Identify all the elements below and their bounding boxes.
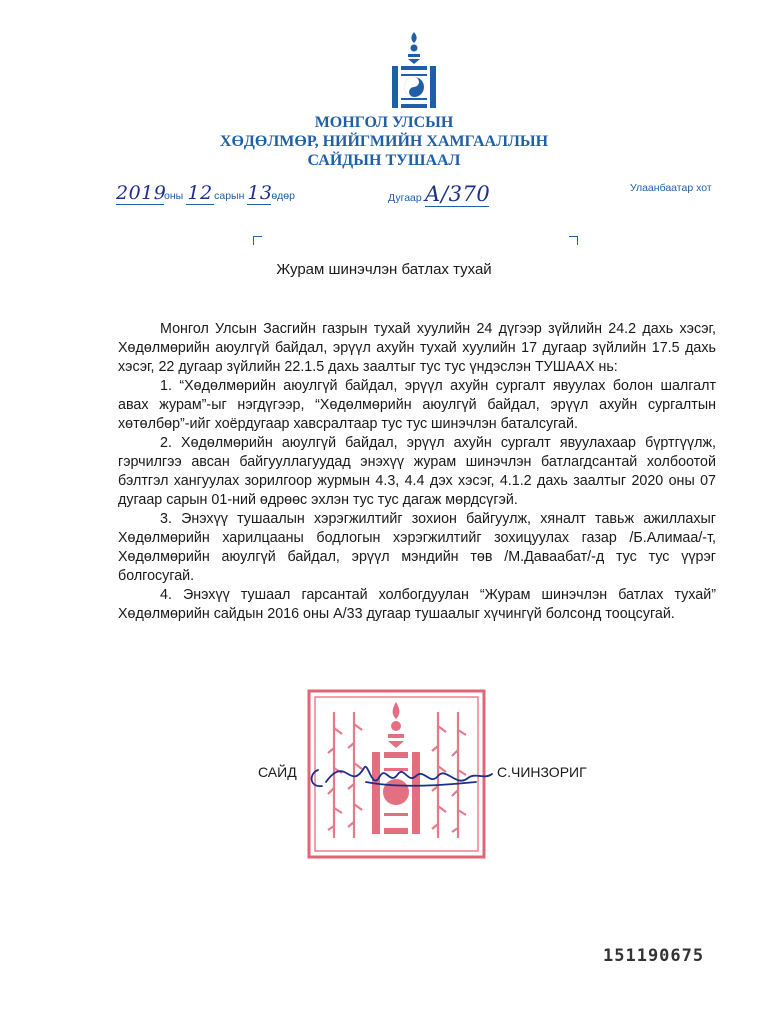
city-label: Улаанбаатар хот [630, 182, 712, 194]
date-line [116, 182, 295, 205]
signature-title: САЙД [258, 764, 297, 780]
handwritten-signature-icon [306, 752, 496, 802]
document-serial-number: 151190675 [603, 946, 705, 966]
header-doc-type: САЙДЫН ТУШААЛ [307, 152, 461, 169]
month-label: сарын [214, 190, 245, 202]
body-paragraph-4: 3. Энэхүү тушаалын хэрэгжилтийг зохион байгуулж, хяналт тавьж ажиллахыг Хөдөлмөрийн харилцааны бодлогын хэрэгжилтийг зохицуулах газар /Б.Алимаа/-т, Хөдөлмөрийн аюулгүй байдал, эрүүл мэндийн төв /М.Даваабат/-д тус тус үүрэг болгосугай. [118, 511, 716, 584]
body-paragraph-1: Монгол Улсын Засгийн газрын тухай хуулийн 24 дүгээр зүйлийн 24.2 дахь хэсэг, Хөдөлмөрийн аюулгүй байдал, эрүүл ахуйн тухай хуулийн 17 дугаар зүйлийн 17.5 дахь хэсэг, 22 дугаар зүйлийн 22.1.5 дахь заалтыг тус тус үндэслэн ТУШААХ нь: [118, 321, 716, 375]
document-body [118, 320, 716, 624]
document-order-number: А/370 [424, 182, 491, 206]
header-ministry: ХӨДӨЛМӨР, НИЙГМИЙН ХАМГААЛЛЫН [219, 133, 549, 150]
corner-mark-right [569, 236, 578, 245]
year-label: оны [164, 190, 184, 202]
body-paragraph-3: 2. Хөдөлмөрийн аюулгүй байдал, эрүүл ахуйн сургалт явуулахаар бүртгүүлж, гэрчилгээ авсан байгууллагуудад энэхүү журам шинэчлэн батлагдсантай холбоотой бэлтгэл хангуулах зорилгоор журмын 4.3, 4.4 дэх хэсэг, 4.1.2 дахь заалтыг 2020 оны 07 дугаар сарын 01-ний өдрөөс эхлэн тус тус дагаж мөрдсүгэй. [118, 435, 716, 508]
body-paragraph-2: 1. “Хөдөлмөрийн аюулгүй байдал, эрүүл ахуйн сургалт явуулах болон шалгалт авах журам”-ыг нэгдүгээр, “Хөдөлмөрийн аюулгүй байдал, эрүүл ахуйн сургалтын хөтөлбөр”-ийг хоёрдугаар хавсралтаар тус тус шинэчлэн баталсугай. [118, 378, 716, 432]
body-paragraph-5: 4. Энэхүү тушаал гарсантай холбогдуулан “Журам шинэчлэн батлах тухай” Хөдөлмөрийн сайдын 2016 оны А/33 дугаар тушаалыг хүчингүй болсонд тооцсугай. [118, 587, 716, 622]
state-emblem-icon [389, 30, 439, 110]
date-day: 13 [247, 182, 273, 204]
number-label: Дугаар [388, 192, 422, 204]
header-country: МОНГОЛ УЛСЫН [314, 114, 454, 131]
day-label: өдөр [271, 190, 295, 202]
document-title: Журам шинэчлэн батлах тухай [276, 261, 492, 278]
number-line [388, 182, 489, 207]
ministry-header [0, 113, 768, 170]
date-year: 2019 [116, 182, 167, 204]
date-month: 12 [187, 182, 213, 204]
corner-mark-left [253, 236, 262, 245]
signatory-name: С.ЧИНЗОРИГ [497, 764, 587, 780]
